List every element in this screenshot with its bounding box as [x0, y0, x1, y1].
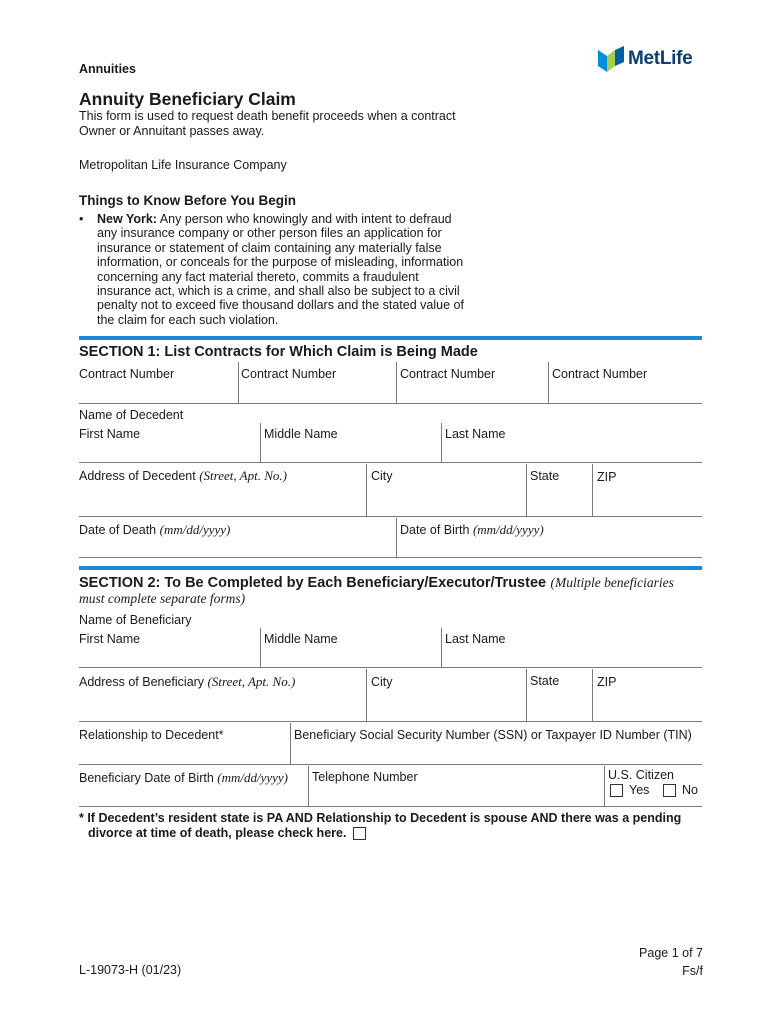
section-2-heading: SECTION 2: To Be Completed by Each Beneficiary/Executor/Trustee: [79, 575, 547, 591]
new-york-notice-prefix: New York:: [97, 212, 157, 226]
decedent-address-hint: (Street, Apt. No.): [199, 468, 287, 483]
contract-number-label-4: Contract Number: [552, 367, 648, 381]
us-citizen-no-checkbox[interactable]: [663, 784, 676, 797]
decedent-date-of-birth-label-text: Date of Birth: [400, 523, 473, 537]
description-line-2: Owner or Annuitant passes away.: [79, 124, 265, 138]
section-2-heading-row: [79, 574, 674, 592]
divider: [592, 669, 593, 721]
form-code: Fs/f: [682, 964, 703, 978]
row-rule: [79, 403, 702, 404]
us-citizen-no-label: No: [682, 783, 698, 797]
date-of-death-hint: (mm/dd/yyyy): [159, 522, 231, 537]
beneficiary-middle-name-field[interactable]: [264, 648, 439, 666]
decedent-middle-name-field[interactable]: [264, 443, 439, 461]
us-citizen-yes-checkbox[interactable]: [610, 784, 623, 797]
page-number: Page 1 of 7: [639, 946, 703, 960]
beneficiary-date-of-birth-label-text: Beneficiary Date of Birth: [79, 771, 218, 785]
decedent-first-name-label: First Name: [79, 427, 141, 441]
decedent-date-of-birth-field[interactable]: [400, 539, 700, 556]
beneficiary-date-of-birth-field[interactable]: [79, 786, 304, 804]
metlife-logo: [598, 45, 692, 72]
pa-divorce-footnote-line-2: [88, 826, 366, 841]
name-of-beneficiary-label: Name of Beneficiary: [79, 613, 192, 627]
divider: [441, 628, 442, 667]
row-rule: [79, 806, 702, 807]
beneficiary-state-field[interactable]: [530, 693, 589, 719]
decedent-last-name-field[interactable]: [445, 443, 700, 461]
contract-number-4-field[interactable]: [552, 382, 700, 402]
date-of-death-label-text: Date of Death: [79, 523, 160, 537]
decedent-state-field[interactable]: [530, 488, 589, 514]
us-citizen-yes[interactable]: [610, 783, 649, 798]
decedent-city-field[interactable]: [371, 488, 523, 514]
divider: [526, 669, 527, 721]
row-rule: [79, 557, 702, 558]
new-york-notice: [97, 212, 469, 327]
beneficiary-first-name-label: First Name: [79, 632, 141, 646]
divider: [441, 423, 442, 462]
beneficiary-address-field[interactable]: [79, 693, 362, 719]
beneficiary-address-hint: (Street, Apt. No.): [207, 674, 296, 689]
divider: [396, 518, 397, 557]
divider: [366, 464, 367, 516]
beneficiary-zip-label: ZIP: [597, 675, 617, 689]
us-citizen-no[interactable]: [663, 783, 698, 798]
beneficiary-city-field[interactable]: [371, 693, 523, 719]
section-2-rule: [79, 566, 702, 570]
telephone-number-label: Telephone Number: [312, 770, 418, 784]
row-rule: [79, 516, 702, 517]
decedent-city-label: City: [371, 469, 393, 483]
beneficiary-zip-field[interactable]: [597, 693, 700, 719]
date-of-death-field[interactable]: [79, 539, 392, 556]
section-2-heading-note-continued: must complete separate forms): [79, 591, 246, 606]
contract-number-label-3: Contract Number: [400, 367, 496, 381]
pa-divorce-footnote-line-1: * If Decedent’s resident state is PA AND Relationship to Decedent is spouse AND there was a pending: [79, 811, 682, 825]
decedent-address-label-text: Address of Decedent: [79, 469, 200, 483]
contract-number-3-field[interactable]: [400, 382, 545, 402]
beneficiary-date-of-birth-label: [79, 770, 288, 786]
divider: [526, 464, 527, 516]
decedent-state-label: State: [530, 469, 560, 483]
beneficiary-address-label-text: Address of Beneficiary: [79, 675, 208, 689]
section-1-rule: [79, 336, 702, 340]
contract-number-1-field[interactable]: [79, 382, 234, 402]
section-2-heading-note: (Multiple beneficiaries: [550, 575, 674, 590]
decedent-middle-name-label: Middle Name: [264, 427, 338, 441]
beneficiary-middle-name-label: Middle Name: [264, 632, 338, 646]
divider: [308, 766, 309, 806]
beneficiary-first-name-field[interactable]: [79, 648, 257, 666]
decedent-zip-field[interactable]: [597, 488, 700, 514]
divider: [260, 423, 261, 462]
metlife-logo-text: MetLife: [628, 47, 693, 69]
divider: [238, 362, 239, 403]
date-of-death-label: [79, 522, 230, 538]
beneficiary-date-of-birth-hint: (mm/dd/yyyy): [217, 770, 289, 785]
decedent-address-label: [79, 468, 287, 484]
category-label: Annuities: [79, 62, 136, 76]
relationship-to-decedent-field[interactable]: [79, 745, 286, 763]
name-of-decedent-label: Name of Decedent: [79, 408, 184, 422]
form-number: L-19073-H (01/23): [79, 963, 182, 977]
decedent-last-name-label: Last Name: [445, 427, 506, 441]
page-title: Annuity Beneficiary Claim: [79, 89, 296, 109]
metlife-logo-icon: [598, 46, 624, 72]
row-rule: [79, 721, 702, 722]
divider: [604, 766, 605, 806]
us-citizen-label: U.S. Citizen: [608, 768, 674, 782]
beneficiary-address-label: [79, 674, 295, 690]
decedent-date-of-birth-label: [400, 522, 544, 538]
divider: [290, 723, 291, 764]
divider: [548, 362, 549, 403]
contract-number-label-1: Contract Number: [79, 367, 175, 381]
beneficiary-ssn-label: Beneficiary Social Security Number (SSN) or Taxpayer ID Number (TIN): [294, 728, 692, 742]
pa-divorce-footnote-text: divorce at time of death, please check here.: [88, 826, 347, 840]
beneficiary-state-label: State: [530, 674, 560, 688]
contract-number-2-field[interactable]: [241, 382, 393, 402]
decedent-zip-label: ZIP: [597, 470, 617, 484]
decedent-date-of-birth-hint: (mm/dd/yyyy): [472, 522, 544, 537]
beneficiary-last-name-field[interactable]: [445, 648, 700, 666]
decedent-address-field[interactable]: [79, 488, 362, 514]
telephone-number-field[interactable]: [312, 786, 600, 804]
row-rule: [79, 462, 702, 463]
divider: [260, 628, 261, 667]
things-to-know-heading: Things to Know Before You Begin: [79, 193, 296, 208]
description-line-1: This form is used to request death benefit proceeds when a contract: [79, 109, 456, 123]
divider: [366, 669, 367, 721]
us-citizen-yes-label: Yes: [629, 783, 650, 797]
beneficiary-last-name-label: Last Name: [445, 632, 506, 646]
decedent-first-name-field[interactable]: [79, 443, 257, 461]
company-name: Metropolitan Life Insurance Company: [79, 158, 287, 172]
divider: [396, 362, 397, 403]
row-rule: [79, 667, 702, 668]
pa-divorce-checkbox[interactable]: [353, 827, 366, 840]
beneficiary-city-label: City: [371, 675, 393, 689]
new-york-notice-text: Any person who knowingly and with intent to defraud any insurance company or other person files an application for insurance or statement of claim containing any materially false information, or conceals for the purpose of misleading, information concerning any fact material thereto, commits a fraudulent insurance act, which is a crime, and shall also be subject to a civil penalty not to exceed five thousand dollars and the stated value of the claim for each such violation.: [97, 212, 464, 327]
section-1-heading: SECTION 1: List Contracts for Which Claim is Being Made: [79, 344, 478, 360]
row-rule: [79, 764, 702, 765]
divider: [592, 464, 593, 516]
beneficiary-ssn-field[interactable]: [294, 745, 700, 763]
contract-number-label-2: Contract Number: [241, 367, 337, 381]
relationship-to-decedent-label: Relationship to Decedent*: [79, 728, 224, 742]
new-york-bullet: •: [79, 212, 84, 226]
